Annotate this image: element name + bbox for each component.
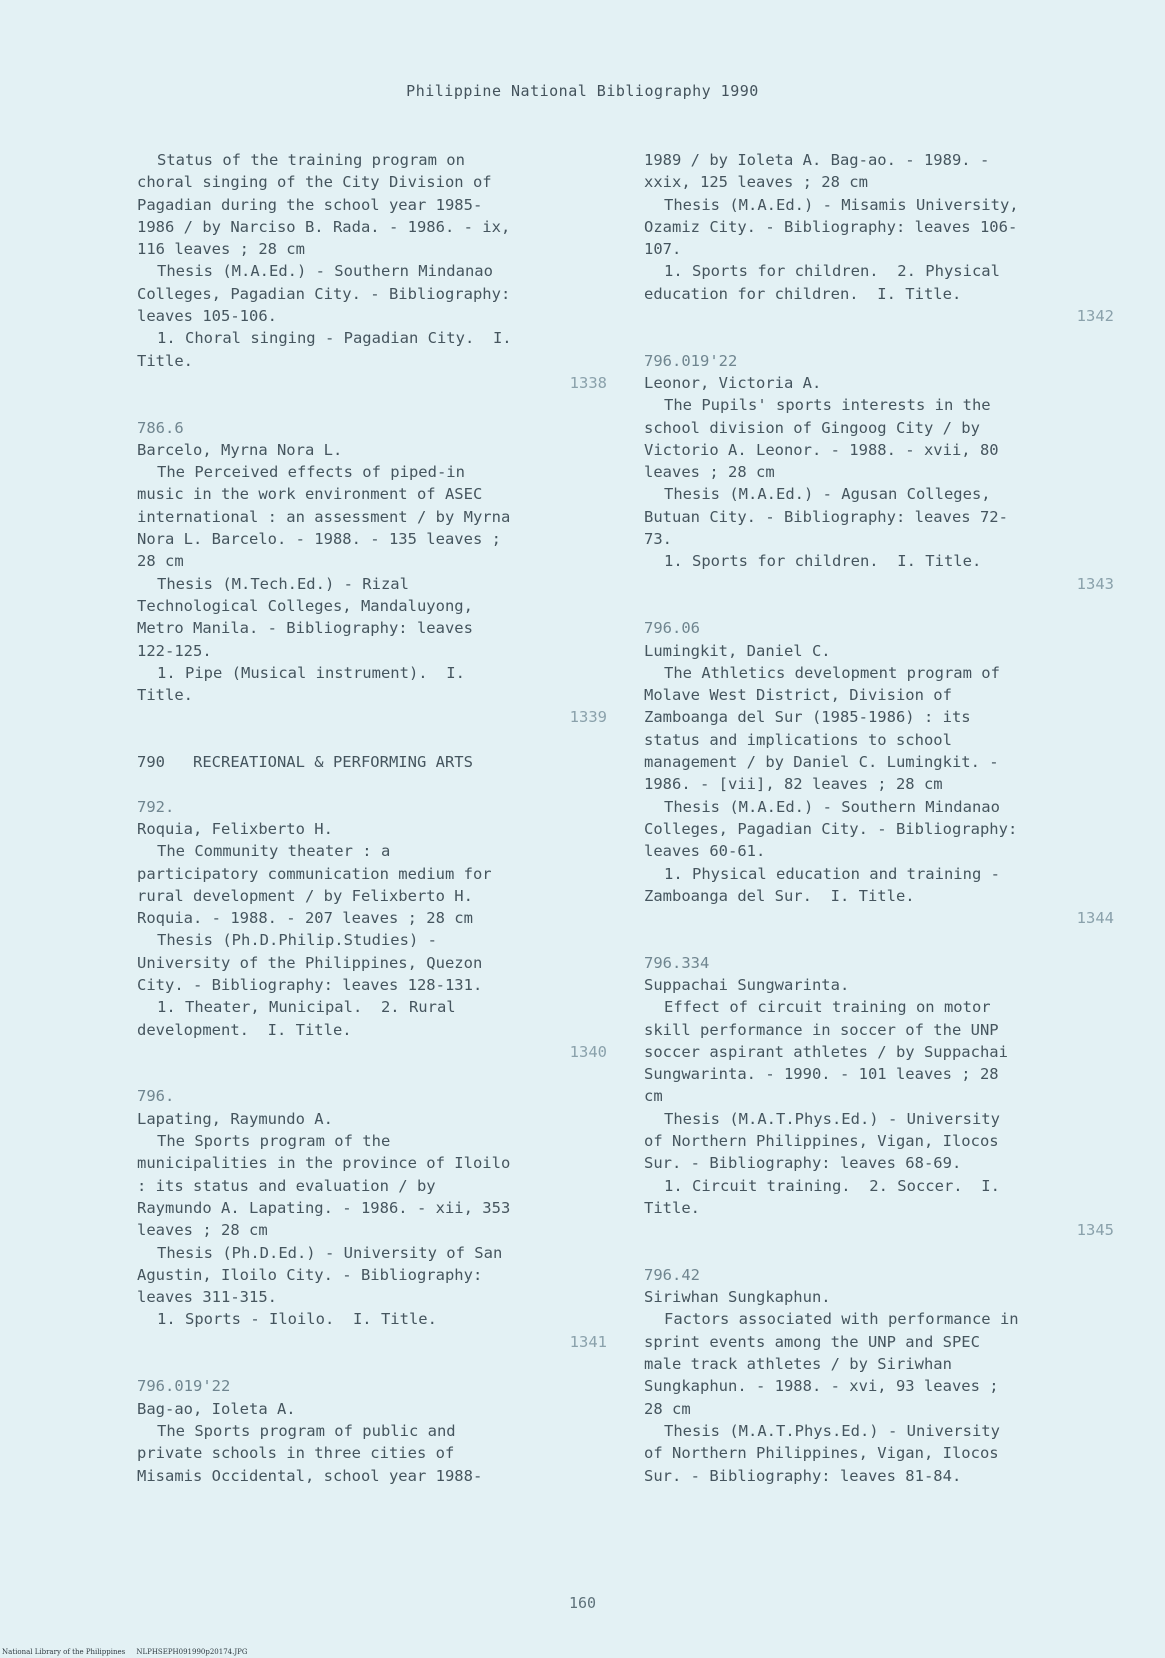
entry-line: Siriwhan Sungkaphun. xyxy=(644,1288,831,1307)
entry-line: leaves 105-106. xyxy=(137,307,277,326)
entry-line: Roquia. - 1988. - 207 leaves ; 28 cm xyxy=(137,909,473,928)
entry-line: 1. Sports for children. I. Title. xyxy=(664,552,982,571)
entry-line: school division of Gingoog City / by xyxy=(644,418,980,437)
entry-line: Raymundo A. Lapating. - 1986. - xii, 353 xyxy=(137,1198,511,1217)
entry-number: 1345 xyxy=(1076,1221,1114,1240)
entry-line: education for children. I. Title. xyxy=(644,284,962,303)
entry-line: Suppachai Sungwarinta. xyxy=(644,975,850,994)
entry-line: Sur. - Bibliography: leaves 68-69. xyxy=(644,1154,962,1173)
entry-number: 1339 xyxy=(569,708,607,727)
entry-line: Pagadian during the school year 1985- xyxy=(137,195,483,214)
entry-line: Nora L. Barcelo. - 1988. - 135 leaves ; xyxy=(137,530,501,549)
entry-spacer xyxy=(644,327,1114,349)
class-number: 796.019'22 xyxy=(137,1377,231,1396)
entry-line: music in the work environment of ASEC xyxy=(137,485,483,504)
entry-line: Ozamiz City. - Bibliography: leaves 106- xyxy=(644,217,1018,236)
class-number: 792. xyxy=(137,797,175,816)
entry-line: Agustin, Iloilo City. - Bibliography: xyxy=(137,1265,483,1284)
entry-line: participatory communication medium for xyxy=(137,864,492,883)
entry-line: The Community theater : a xyxy=(157,842,391,861)
class-number: 786.6 xyxy=(137,418,184,437)
entry-line: Sungwarinta. - 1990. - 101 leaves ; 28 xyxy=(644,1065,999,1084)
left-column xyxy=(137,149,607,1487)
entry-number: 1341 xyxy=(569,1332,607,1351)
entry-number: 1342 xyxy=(1076,307,1114,326)
entry-line: 1. Sports for children. 2. Physical xyxy=(664,262,1000,281)
entry-line: Thesis (M.A.Ed.) - Agusan Colleges, xyxy=(664,485,991,504)
entry-spacer xyxy=(137,394,607,416)
class-number: 796. xyxy=(137,1087,175,1106)
entry-line: Butuan City. - Bibliography: leaves 72- xyxy=(644,507,1008,526)
entry-line: municipalities in the province of Iloilo xyxy=(137,1154,511,1173)
entry-line: The Sports program of public and xyxy=(157,1421,456,1440)
entry-line: 1. Theater, Municipal. 2. Rural xyxy=(157,998,456,1017)
entry-spacer xyxy=(644,595,1114,617)
entry-line: 1986. - [vii], 82 leaves ; 28 cm xyxy=(644,775,943,794)
entry-line: The Athletics development program of xyxy=(664,663,1000,682)
class-number: 796.42 xyxy=(644,1265,700,1284)
entry-line: rural development / by Felixberto H. xyxy=(137,886,473,905)
page-number: 160 xyxy=(568,1594,597,1612)
entry-line: Title. xyxy=(137,351,193,370)
entry-line: Effect of circuit training on motor xyxy=(664,998,991,1017)
entry-line: leaves 60-61. xyxy=(644,842,766,861)
entry-line: soccer aspirant athletes / by Suppachai xyxy=(644,1042,1008,1061)
entry-line: skill performance in soccer of the UNP xyxy=(644,1020,999,1039)
entry-line: Thesis (M.A.T.Phys.Ed.) - University xyxy=(664,1109,1000,1128)
entry-line: 1989 / by Ioleta A. Bag-ao. - 1989. - xyxy=(644,151,990,169)
entry-line: The Perceived effects of piped-in xyxy=(157,463,465,482)
entry-line: leaves ; 28 cm xyxy=(644,463,775,482)
entry-line: Thesis (Ph.D.Ed.) - University of San xyxy=(157,1243,503,1262)
entry-line: cm xyxy=(644,1087,663,1106)
entry-line: Leonor, Victoria A. xyxy=(644,373,822,392)
entry-line: leaves ; 28 cm xyxy=(137,1221,268,1240)
entry-line: Title. xyxy=(644,1198,700,1217)
entry-line: sprint events among the UNP and SPEC xyxy=(644,1332,980,1351)
entry-line: Technological Colleges, Mandaluyong, xyxy=(137,596,473,615)
entry-line: 1. Sports - Iloilo. I. Title. xyxy=(157,1310,437,1329)
entry-spacer xyxy=(137,729,607,751)
entry-line: The Pupils' sports interests in the xyxy=(664,396,991,415)
entry-number: 1338 xyxy=(569,373,607,392)
entry-line: choral singing of the City Division of xyxy=(137,173,492,192)
entry-number: 1343 xyxy=(1076,574,1114,593)
entry-line: private schools in three cities of xyxy=(137,1444,455,1463)
entry-line: management / by Daniel C. Lumingkit. - xyxy=(644,753,999,772)
entry-line: Sungkaphun. - 1988. - xvi, 93 leaves ; xyxy=(644,1377,999,1396)
entry-line: Bag-ao, Ioleta A. xyxy=(137,1399,296,1418)
entry-line: Thesis (M.Tech.Ed.) - Rizal xyxy=(157,574,409,593)
entry-number: 1344 xyxy=(1076,909,1114,928)
entry-line: The Sports program of the xyxy=(157,1132,391,1151)
entry-line: Roquia, Felixberto H. xyxy=(137,819,333,838)
entry-line: Barcelo, Myrna Nora L. xyxy=(137,440,343,459)
entry-line: of Northern Philippines, Vigan, Ilocos xyxy=(644,1444,999,1463)
entry-line: 28 cm xyxy=(644,1399,691,1418)
entry-line: of Northern Philippines, Vigan, Ilocos xyxy=(644,1132,999,1151)
entry-line: male track athletes / by Siriwhan xyxy=(644,1355,952,1374)
class-number: 796.334 xyxy=(644,953,710,972)
entry-line: 1986 / by Narciso B. Rada. - 1986. - ix, xyxy=(137,217,511,236)
entry-line: Misamis Occidental, school year 1988- xyxy=(137,1466,483,1485)
entry-line: Zamboanga del Sur (1985-1986) : its xyxy=(644,708,971,727)
entry-line: 28 cm xyxy=(137,552,184,571)
entry-spacer xyxy=(644,1242,1114,1264)
entry-line: Lapating, Raymundo A. xyxy=(137,1109,333,1128)
right-column xyxy=(644,149,1114,1487)
entry-line: 1. Circuit training. 2. Soccer. I. xyxy=(664,1176,1000,1195)
entry-line: 73. xyxy=(644,530,672,549)
entry-line: 107. xyxy=(644,240,682,259)
entry-line: Lumingkit, Daniel C. xyxy=(644,641,831,660)
entry-line: Thesis (M.A.T.Phys.Ed.) - University xyxy=(664,1421,1000,1440)
entry-line: : its status and evaluation / by xyxy=(137,1176,436,1195)
entry-spacer xyxy=(137,1063,607,1085)
entry-line: 116 leaves ; 28 cm xyxy=(137,240,305,259)
entry-line: City. - Bibliography: leaves 128-131. xyxy=(137,975,483,994)
class-number: 796.06 xyxy=(644,619,700,638)
entry-line: Thesis (M.A.Ed.) - Southern Mindanao xyxy=(157,262,493,281)
entry-line: Victorio A. Leonor. - 1988. - xvii, 80 xyxy=(644,440,999,459)
entry-line: Colleges, Pagadian City. - Bibliography: xyxy=(137,284,511,303)
entry-line: 122-125. xyxy=(137,641,212,660)
scan-footer: National Library of the Philippines NLPHSEPH091990p20174.JPG xyxy=(2,1648,248,1656)
entry-line: Factors associated with performance in xyxy=(664,1310,1019,1329)
entry-number: 1340 xyxy=(569,1042,607,1061)
entry-line: international : an assessment / by Myrna xyxy=(137,507,511,526)
entry-line: development. I. Title. xyxy=(137,1020,352,1039)
entry-line: 1. Physical education and training - xyxy=(664,864,1000,883)
entry-line: Thesis (M.A.Ed.) - Misamis University, xyxy=(664,195,1019,214)
page-header: Philippine National Bibliography 1990 xyxy=(406,82,759,100)
entry-line: Status of the training program on xyxy=(157,151,465,169)
entry-line: 790 RECREATIONAL & PERFORMING ARTS xyxy=(137,753,473,772)
entry-line: 1. Pipe (Musical instrument). I. xyxy=(157,663,465,682)
entry-line: xxix, 125 leaves ; 28 cm xyxy=(644,173,868,192)
entry-line: Metro Manila. - Bibliography: leaves xyxy=(137,619,473,638)
entry-line: 1. Choral singing - Pagadian City. I. xyxy=(157,329,512,348)
entry-spacer xyxy=(137,773,607,795)
entry-line: Zamboanga del Sur. I. Title. xyxy=(644,886,915,905)
entry-line: Title. xyxy=(137,686,193,705)
entry-spacer xyxy=(137,1353,607,1375)
entry-line: University of the Philippines, Quezon xyxy=(137,953,483,972)
entry-line: status and implications to school xyxy=(644,730,952,749)
class-number: 796.019'22 xyxy=(644,351,738,370)
entry-line: Colleges, Pagadian City. - Bibliography: xyxy=(644,819,1018,838)
entry-line: Molave West District, Division of xyxy=(644,686,952,705)
entry-line: Sur. - Bibliography: leaves 81-84. xyxy=(644,1466,962,1485)
entry-line: leaves 311-315. xyxy=(137,1288,277,1307)
entry-line: Thesis (M.A.Ed.) - Southern Mindanao xyxy=(664,797,1000,816)
entry-line: Thesis (Ph.D.Philip.Studies) - xyxy=(157,931,437,950)
entry-spacer xyxy=(644,929,1114,951)
